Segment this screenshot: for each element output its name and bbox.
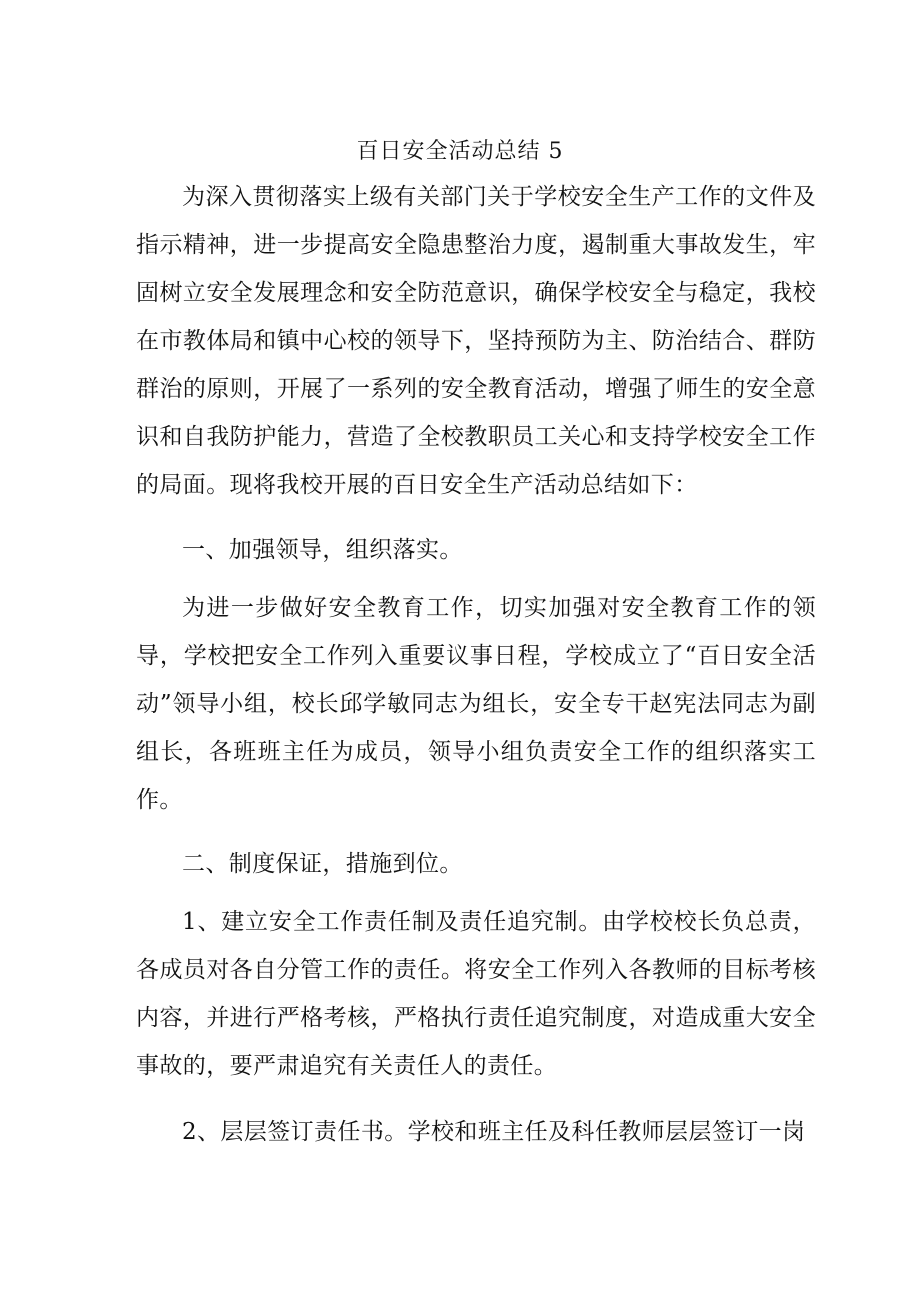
leadership-paragraph: 为进一步做好安全教育工作，切实加强对安全教育工作的领导，学校把安全工作列入重要议事日程，学校成立了“百日安全活动”领导小组，校长邱学敏同志为组长，安全专干赵宪法同志为副组长，各班班主任为成员，领导小组负责安全工作的组织落实工作。 [136,595,816,813]
agreement-paragraph: 2、层层签订责任书。学校和班主任及科任教师层层签订一岗 [182,1119,806,1145]
document-title: 百日安全活动总结 5 [356,139,564,164]
section-heading-1: 一、加强领导，组织落实。 [182,537,463,563]
responsibility-paragraph: 1、建立安全工作责任制及责任追究制。由学校校长负总责，各成员对各自分管工作的责任。将安全工作列入各教师的目标考核内容，并进行严格考核，严格执行责任追究制度，对造成重大安全事故的，要严肃追究有关责任人的责任。 [136,909,816,1079]
intro-paragraph: 为深入贯彻落实上级有关部门关于学校安全生产工作的文件及指示精神，进一步提高安全隐患整治力度，遏制重大事故发生，牢固树立安全发展理念和安全防范意识，确保学校安全与稳定，我校在市教体局和镇中心校的领导下，坚持预防为主、防治结合、群防群治的原则，开展了一系列的安全教育活动，增强了师生的安全意识和自我防护能力，营造了全校教职员工关心和支持学校安全工作的局面。现将我校开展的百日安全生产活动总结如下： [136,184,816,498]
section-heading-2: 二、制度保证，措施到位。 [182,851,463,877]
